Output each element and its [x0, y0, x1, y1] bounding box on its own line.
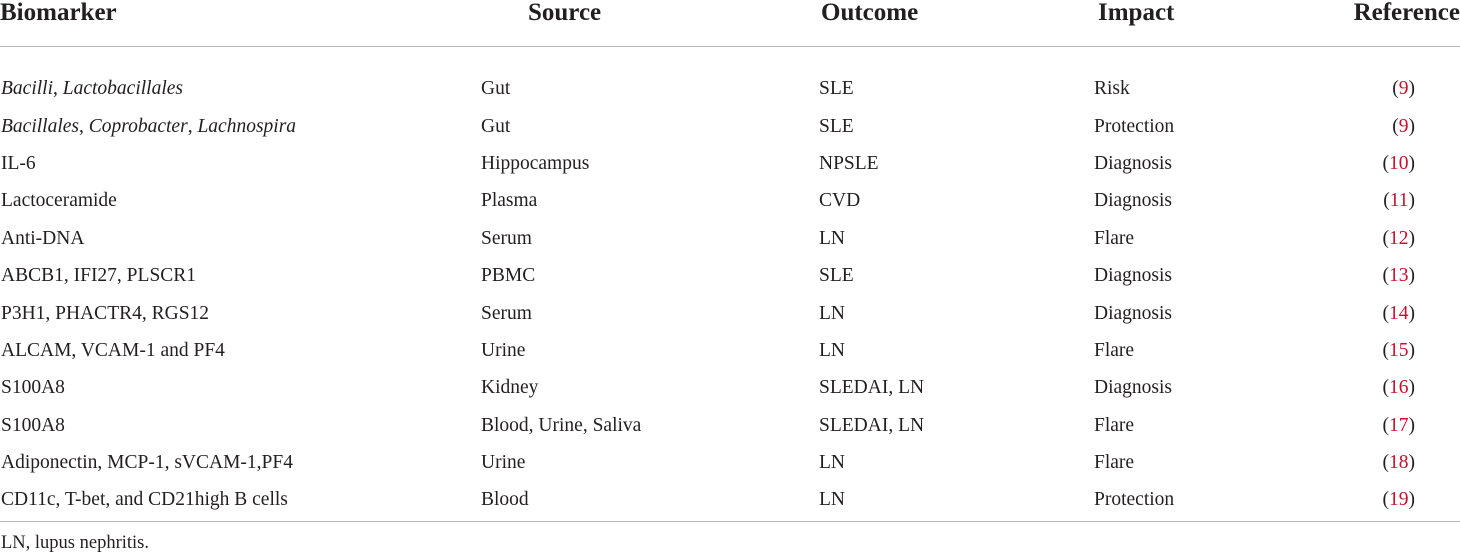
cell-outcome: SLE [819, 265, 854, 287]
cell-reference [1329, 257, 1460, 294]
cell-reference [1329, 482, 1460, 519]
reference-open-paren: ( [1382, 339, 1389, 361]
table-row [0, 145, 1460, 182]
biomarker-text: Adiponectin, MCP-1, sVCAM-1,PF4 [1, 452, 293, 474]
biomarker-text: P3H1, PHACTR4, RGS12 [1, 302, 210, 324]
reference-close-paren: ) [1408, 339, 1415, 361]
cell-biomarker [0, 482, 481, 519]
reference-link[interactable]: 14 [1389, 302, 1409, 324]
reference-open-paren: ( [1382, 302, 1389, 324]
biomarker-text: Coprobacter [88, 115, 188, 137]
biomarker-text: S100A8 [1, 377, 65, 399]
biomarker-text: S100A8 [1, 414, 65, 436]
reference-link[interactable]: 9 [1398, 115, 1409, 137]
reference-link[interactable]: 12 [1389, 227, 1409, 249]
cell-impact: Diagnosis [1094, 377, 1172, 399]
reference-close-paren: ) [1408, 377, 1415, 399]
header-reference: Reference [1329, 0, 1460, 46]
table-row [0, 257, 1460, 294]
cell-biomarker [0, 407, 481, 444]
table-row [0, 444, 1460, 481]
cell-biomarker [0, 220, 481, 257]
header-impact: Impact [1094, 0, 1329, 46]
reference-link[interactable]: 18 [1389, 452, 1409, 474]
reference-close-paren: ) [1408, 78, 1415, 100]
table-row [0, 108, 1460, 145]
cell-biomarker [0, 332, 481, 369]
reference-open-paren: ( [1382, 414, 1389, 436]
reference-link[interactable]: 15 [1389, 339, 1409, 361]
cell-source: Serum [481, 302, 532, 324]
table-row [0, 295, 1460, 332]
cell-biomarker [0, 444, 481, 481]
reference-link[interactable]: 9 [1398, 78, 1409, 100]
reference-open-paren: ( [1392, 78, 1399, 100]
biomarker-text: CD11c, T-bet, and CD21high B cells [1, 489, 288, 511]
reference-open-paren: ( [1382, 152, 1389, 174]
header-source: Source [481, 0, 819, 46]
cell-source: Gut [481, 115, 511, 137]
cell-reference [1329, 145, 1460, 182]
cell-impact: Diagnosis [1094, 152, 1172, 174]
reference-open-paren: ( [1382, 452, 1389, 474]
reference-open-paren: ( [1382, 227, 1389, 249]
cell-source: Urine [481, 339, 526, 361]
reference-open-paren: ( [1382, 489, 1389, 511]
cell-outcome: SLE [819, 78, 854, 100]
cell-source: PBMC [481, 265, 536, 287]
reference-close-paren: ) [1408, 414, 1415, 436]
reference-close-paren: ) [1408, 302, 1415, 324]
reference-close-paren: ) [1408, 489, 1415, 511]
cell-impact: Protection [1094, 115, 1175, 137]
biomarker-text: Bacilli [1, 78, 53, 100]
table-body [0, 46, 1460, 519]
table-header [0, 0, 1460, 46]
cell-outcome: NPSLE [819, 152, 879, 174]
cell-biomarker [0, 108, 481, 145]
cell-source: Urine [481, 452, 526, 474]
cell-reference [1329, 220, 1460, 257]
cell-biomarker [0, 145, 481, 182]
cell-reference [1329, 183, 1460, 220]
cell-impact: Flare [1094, 227, 1135, 249]
reference-close-paren: ) [1408, 227, 1415, 249]
biomarker-text: Lactoceramide [1, 190, 117, 212]
cell-reference [1329, 370, 1460, 407]
reference-close-paren: ) [1408, 452, 1415, 474]
reference-link[interactable]: 11 [1389, 190, 1409, 212]
biomarker-text: , [187, 115, 198, 137]
biomarker-text: , [53, 78, 63, 100]
header-outcome: Outcome [819, 0, 1094, 46]
cell-source: Gut [481, 78, 511, 100]
biomarker-text: Anti-DNA [1, 227, 85, 249]
cell-source: Plasma [481, 190, 538, 212]
cell-outcome: LN [819, 452, 845, 474]
reference-open-paren: ( [1383, 190, 1390, 212]
cell-outcome: SLEDAI, LN [819, 377, 925, 399]
cell-source: Blood [481, 489, 529, 511]
cell-reference [1329, 46, 1460, 108]
reference-close-paren: ) [1408, 115, 1415, 137]
cell-biomarker [0, 295, 481, 332]
reference-open-paren: ( [1382, 377, 1389, 399]
cell-source: Blood, Urine, Saliva [481, 414, 642, 436]
table-row [0, 482, 1460, 519]
table-bottom-rule [0, 521, 1460, 522]
cell-impact: Flare [1094, 452, 1135, 474]
table-row [0, 332, 1460, 369]
header-biomarker: Biomarker [0, 0, 481, 46]
biomarker-text: Lachnospira [197, 115, 297, 137]
cell-outcome: LN [819, 489, 845, 511]
reference-link[interactable]: 16 [1389, 377, 1409, 399]
reference-close-paren: ) [1408, 152, 1415, 174]
reference-close-paren: ) [1408, 265, 1415, 287]
biomarker-text: IL-6 [1, 152, 36, 174]
reference-link[interactable]: 17 [1389, 414, 1409, 436]
cell-outcome: SLE [819, 115, 854, 137]
cell-impact: Flare [1094, 339, 1135, 361]
cell-impact: Flare [1094, 414, 1135, 436]
header-row [0, 0, 1460, 46]
reference-link[interactable]: 10 [1389, 152, 1409, 174]
cell-source: Kidney [481, 377, 539, 399]
cell-reference [1329, 108, 1460, 145]
cell-impact: Risk [1094, 78, 1130, 100]
table-row [0, 407, 1460, 444]
biomarker-text: ALCAM, VCAM-1 and PF4 [1, 339, 225, 361]
cell-source: Serum [481, 227, 532, 249]
table-row [0, 220, 1460, 257]
reference-close-paren: ) [1408, 190, 1415, 212]
table-row [0, 370, 1460, 407]
biomarker-text: Bacillales [1, 115, 79, 137]
cell-biomarker [0, 183, 481, 220]
cell-biomarker [0, 370, 481, 407]
cell-impact: Protection [1094, 489, 1175, 511]
cell-impact: Diagnosis [1094, 265, 1172, 287]
cell-biomarker [0, 46, 481, 108]
biomarker-text: , [78, 115, 89, 137]
cell-reference [1329, 332, 1460, 369]
cell-outcome: LN [819, 302, 845, 324]
cell-outcome: CVD [819, 190, 861, 212]
cell-reference [1329, 295, 1460, 332]
cell-outcome: SLEDAI, LN [819, 414, 925, 436]
cell-reference [1329, 444, 1460, 481]
biomarker-text: ABCB1, IFI27, PLSCR1 [1, 265, 197, 287]
reference-link[interactable]: 13 [1389, 265, 1409, 287]
cell-impact: Diagnosis [1094, 302, 1172, 324]
cell-outcome: LN [819, 339, 845, 361]
table-row [0, 46, 1460, 108]
table-footnote: LN, lupus nephritis. [1, 533, 149, 553]
cell-biomarker [0, 257, 481, 294]
cell-source: Hippocampus [481, 152, 590, 174]
reference-open-paren: ( [1392, 115, 1399, 137]
cell-reference [1329, 407, 1460, 444]
biomarker-text: Lactobacillales [62, 78, 183, 100]
reference-link[interactable]: 19 [1389, 489, 1409, 511]
cell-outcome: LN [819, 227, 845, 249]
reference-open-paren: ( [1382, 265, 1389, 287]
cell-impact: Diagnosis [1094, 190, 1172, 212]
table-row [0, 183, 1460, 220]
